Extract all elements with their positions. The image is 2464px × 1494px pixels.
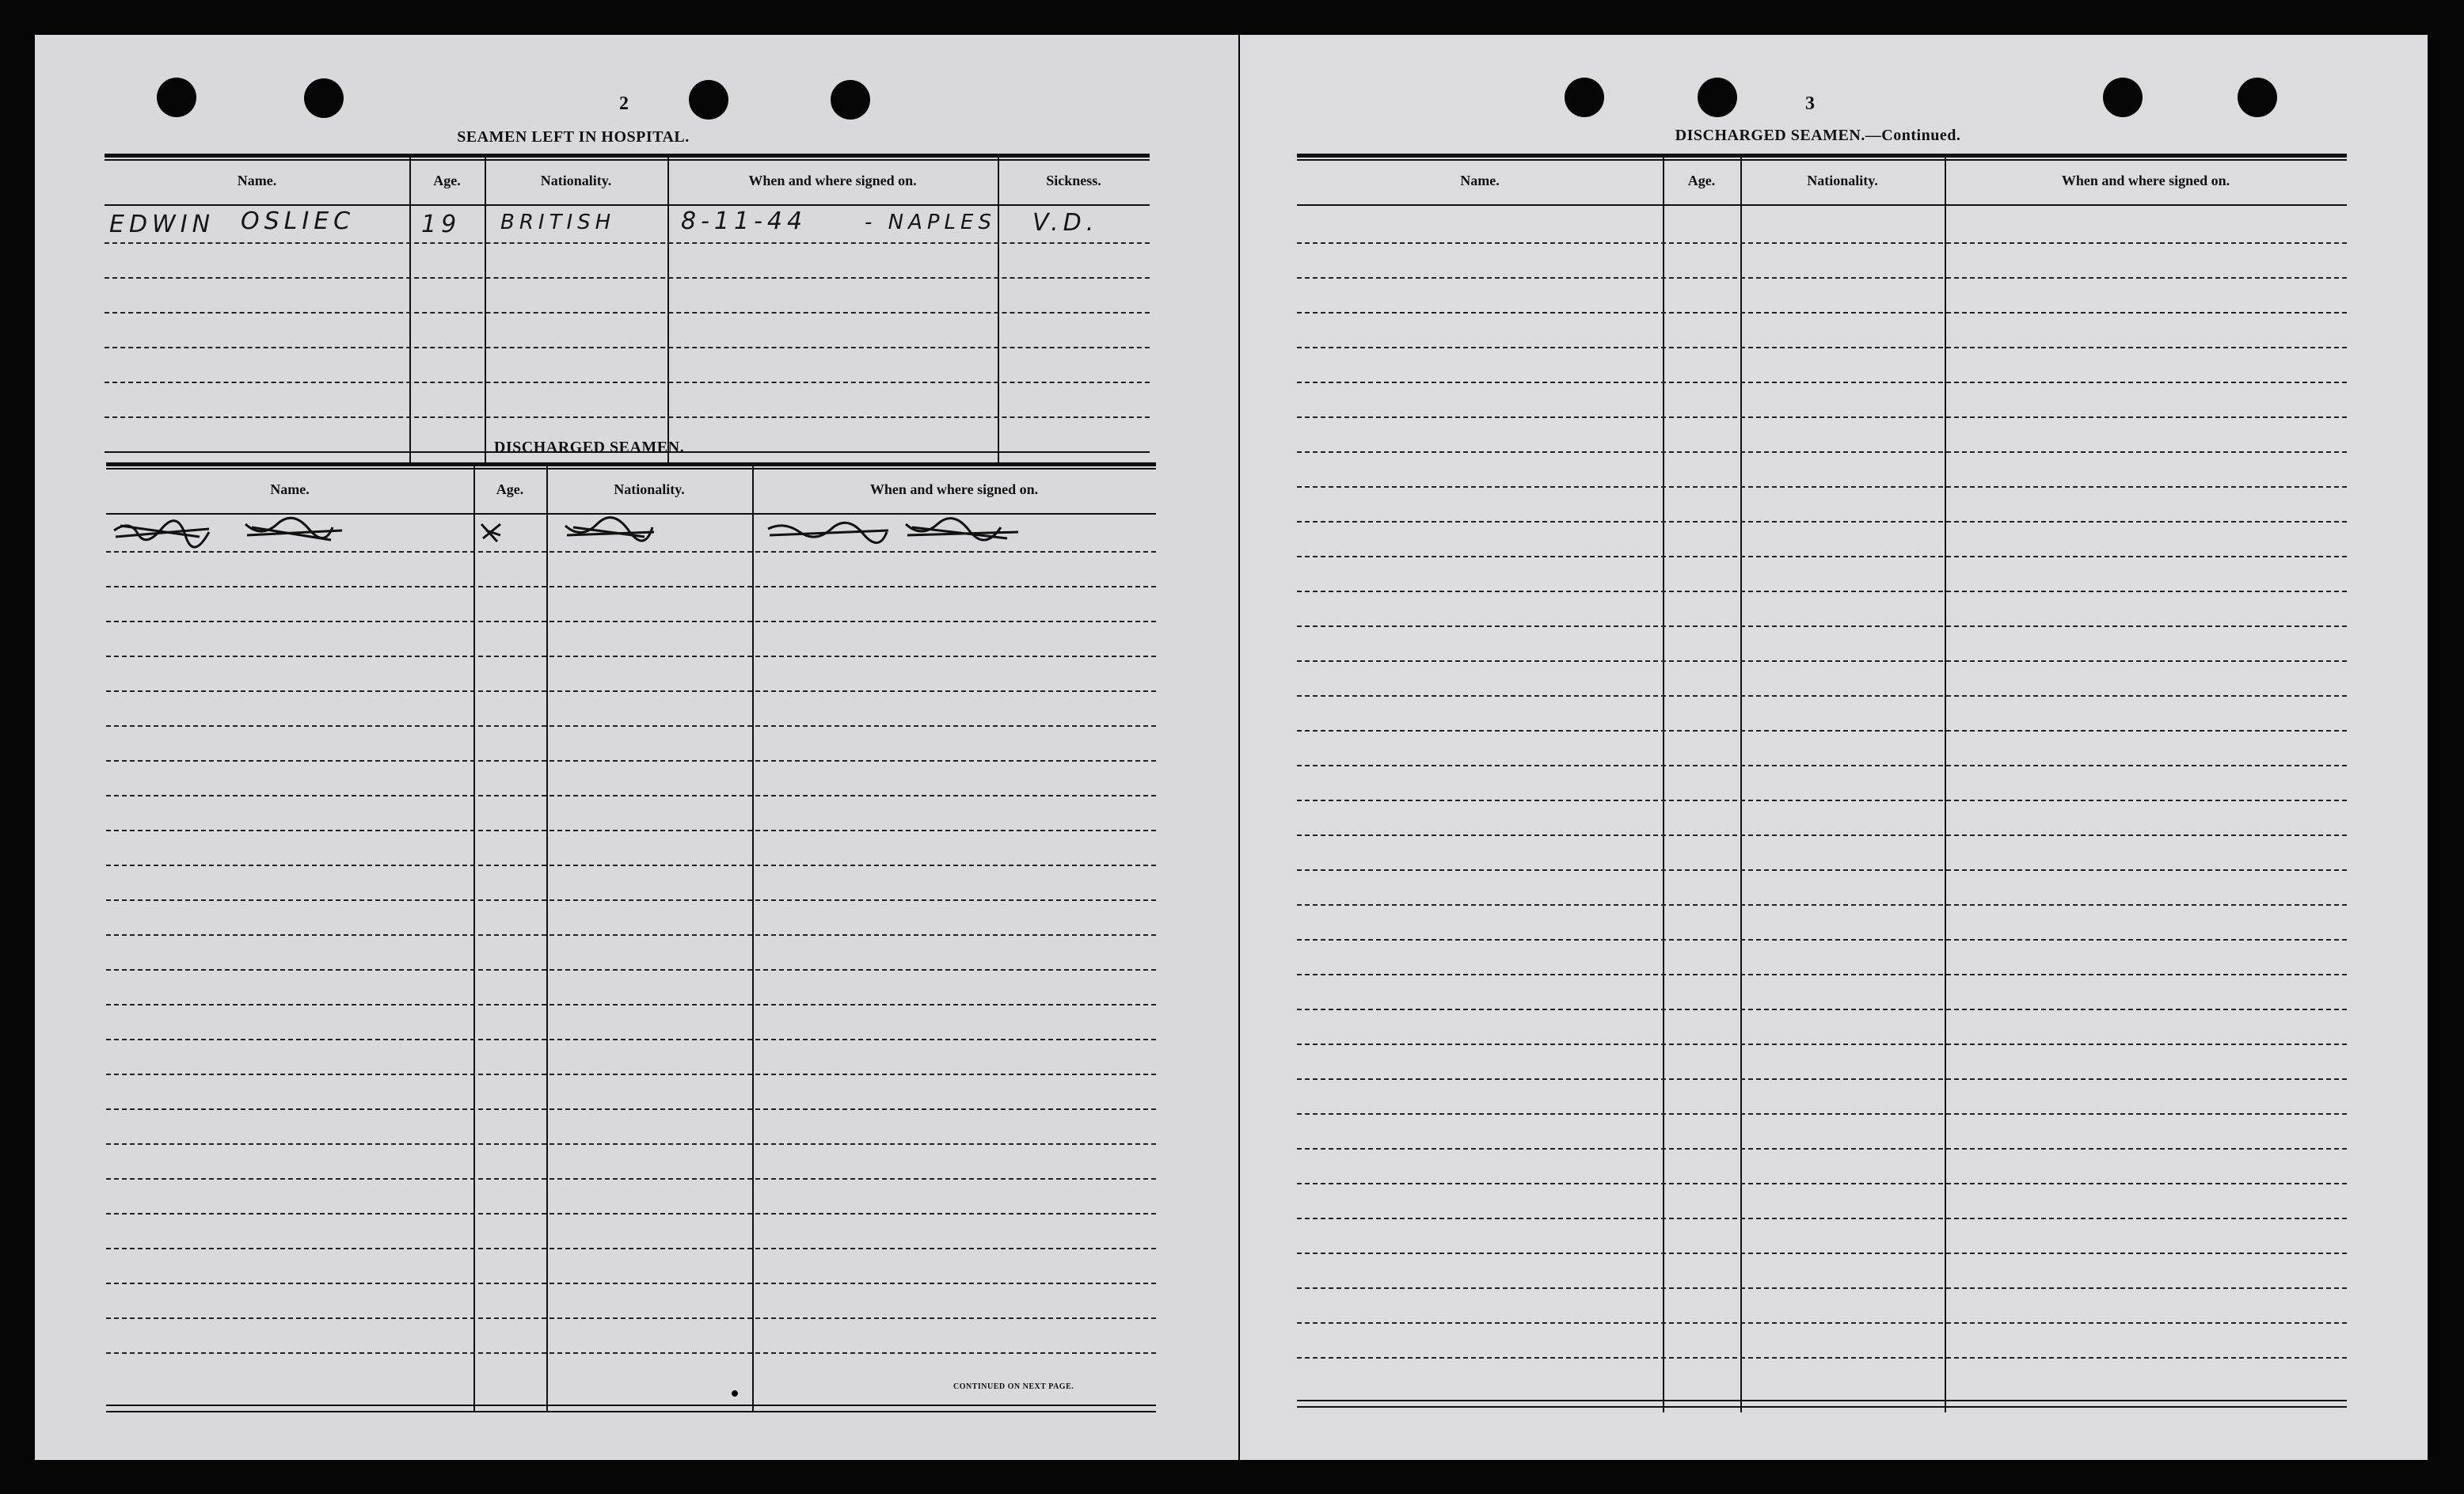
hospital-entry-sickness: V.D. — [1032, 209, 1099, 237]
hospital-entry-nationality: BRITISH — [500, 211, 616, 234]
continued-note: CONTINUED ON NEXT PAGE. — [953, 1382, 1074, 1391]
ruled-row — [1297, 800, 2347, 801]
ruled-row — [106, 1178, 1156, 1180]
ruled-row — [1297, 1148, 2347, 1150]
ruled-row — [1297, 1113, 2347, 1115]
ruled-row — [106, 690, 1156, 692]
ruled-row — [106, 1143, 1156, 1145]
hospital-entry-date: 8-11-44 — [681, 207, 808, 235]
right-col-nationality: Nationality. — [1807, 173, 1878, 188]
ruled-row — [106, 865, 1156, 866]
table-bottom-rule — [106, 1411, 1156, 1412]
discharged-col-nationality: Nationality. — [614, 481, 685, 497]
ruled-row — [106, 1248, 1156, 1249]
ruled-row — [106, 1108, 1156, 1110]
page-number: 3 — [1805, 93, 1815, 114]
discharged-col-name: Name. — [270, 481, 310, 497]
hospital-col-sickness: Sickness. — [1046, 173, 1101, 188]
table-bottom-rule — [106, 1405, 1156, 1406]
right-col-age: Age. — [1687, 173, 1716, 188]
ruled-row — [106, 1283, 1156, 1284]
ruled-row — [106, 934, 1156, 936]
ruled-row — [1297, 312, 2347, 314]
hospital-col-nationality: Nationality. — [540, 173, 612, 188]
ruled-row — [1297, 1322, 2347, 1324]
ruled-row — [1297, 834, 2347, 836]
discharged-col-age: Age. — [496, 481, 524, 497]
ruled-row — [106, 830, 1156, 831]
punch-hole-7 — [2103, 78, 2143, 117]
ruled-row — [1297, 1078, 2347, 1080]
ruled-row — [1297, 904, 2347, 906]
ruled-row — [1297, 242, 2347, 244]
hospital-col-age: Age. — [433, 173, 461, 188]
ruled-row — [1297, 347, 2347, 348]
stray-dot — [732, 1390, 738, 1397]
ruled-row — [106, 899, 1156, 901]
hospital-section-title: SEAMEN LEFT IN HOSPITAL. — [457, 128, 690, 146]
hospital-entry-firstname: EDWIN — [109, 211, 215, 238]
ruled-row — [1297, 974, 2347, 975]
punch-hole-4 — [831, 80, 870, 120]
punch-hole-3 — [689, 80, 728, 120]
punch-hole-1 — [157, 78, 196, 117]
ruled-row — [1297, 1253, 2347, 1254]
ruled-row — [1297, 277, 2347, 279]
ruled-row — [106, 656, 1156, 657]
punch-hole-8 — [2238, 78, 2277, 117]
ruled-row — [1297, 625, 2347, 627]
ruled-row — [106, 1317, 1156, 1319]
hospital-entry-place: - NAPLES — [865, 211, 996, 234]
ruled-row — [106, 760, 1156, 762]
ruled-row — [1297, 521, 2347, 523]
left-page — [35, 35, 1238, 1460]
ruled-row — [106, 969, 1156, 971]
punch-hole-5 — [1565, 78, 1604, 117]
ruled-row — [1297, 730, 2347, 732]
table-bottom-rule — [1297, 1406, 2347, 1408]
right-col-signed-on: When and where signed on. — [2061, 173, 2230, 188]
discharged-table-left — [106, 462, 1156, 1412]
ruled-row — [1297, 1183, 2347, 1184]
ruled-row — [1297, 382, 2347, 383]
ruled-row — [1297, 486, 2347, 488]
hospital-table — [105, 154, 1150, 464]
ruled-row — [106, 621, 1156, 622]
hospital-entry-lastname: OSLIEC — [241, 207, 356, 235]
table-bottom-rule — [1297, 1400, 2347, 1401]
punch-hole-2 — [304, 78, 344, 118]
ruled-row — [1297, 1044, 2347, 1045]
ruled-row — [1297, 1218, 2347, 1219]
crossed-out-entry — [106, 510, 1156, 557]
ruled-row — [1297, 416, 2347, 418]
ruled-row — [1297, 695, 2347, 697]
ruled-row — [1297, 451, 2347, 453]
ruled-row — [106, 1352, 1156, 1354]
punch-hole-6 — [1698, 78, 1737, 117]
ruled-row — [106, 1213, 1156, 1215]
discharged-col-signed-on: When and where signed on. — [869, 481, 1039, 497]
ruled-row — [1297, 869, 2347, 871]
ruled-row — [1297, 556, 2347, 557]
discharged-section-title: DISCHARGED SEAMEN. — [493, 439, 685, 456]
right-col-name: Name. — [1460, 173, 1500, 188]
ruled-row — [106, 1039, 1156, 1040]
right-page — [1240, 35, 2428, 1460]
ruled-row — [1297, 1009, 2347, 1010]
hospital-col-name: Name. — [237, 173, 277, 188]
hospital-entry-age: 19 — [421, 211, 462, 238]
hospital-col-signed-on: When and where signed on. — [748, 173, 917, 188]
ruled-row — [1297, 591, 2347, 592]
right-section-title: DISCHARGED SEAMEN.—Continued. — [1675, 127, 1961, 144]
ruled-row — [1297, 1357, 2347, 1359]
discharged-table-right — [1297, 154, 2347, 1412]
ruled-row — [106, 586, 1156, 587]
ruled-row — [1297, 939, 2347, 941]
ruled-row — [106, 1074, 1156, 1075]
ruled-row — [1297, 1287, 2347, 1289]
ruled-row — [106, 795, 1156, 796]
ruled-row — [106, 725, 1156, 727]
page-number: 2 — [619, 93, 629, 114]
ruled-row — [1297, 660, 2347, 662]
ruled-row — [1297, 765, 2347, 766]
ruled-row — [106, 1004, 1156, 1006]
